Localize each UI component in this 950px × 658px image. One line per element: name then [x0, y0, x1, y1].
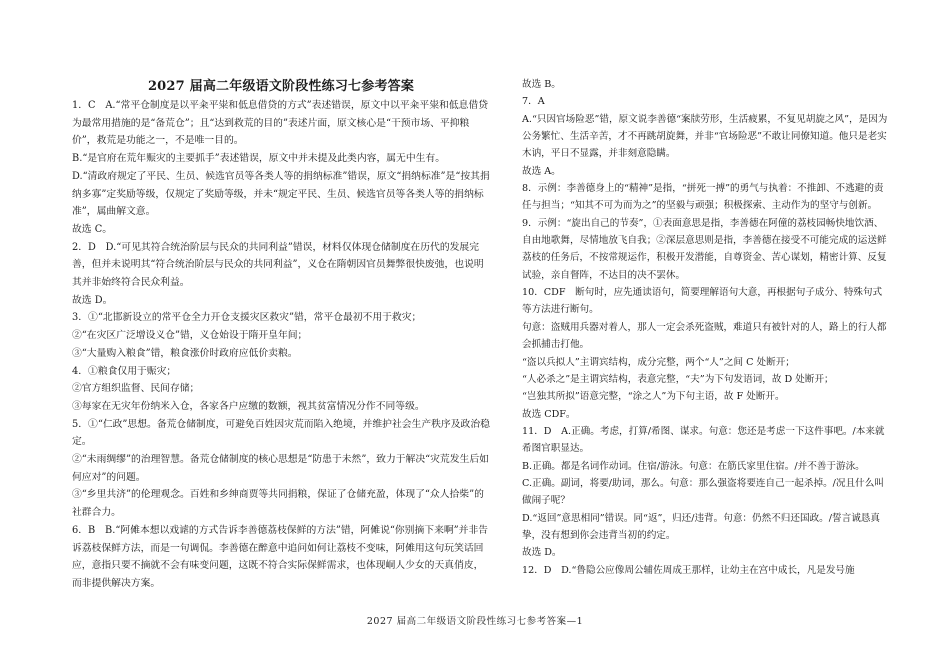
page-footer: 2027 届高二年级语文阶段性练习七参考答案—1	[366, 616, 584, 627]
answer-paragraph: 5．①“仁政”思想。备荒仓储制度，可避免百姓因灾荒而陷入绝境，并维护社会生产秩序及政治稳定。	[72, 418, 490, 448]
answer-paragraph: 故选 B。	[522, 79, 561, 90]
document-title: 2027 届高二年级语文阶段性练习七参考答案	[147, 79, 415, 94]
answer-paragraph: ②“未雨绸缪”的治理智慧。备荒仓储制度的核心思想是“防患于未然”，致力于解决“灾荒发生后如何应对”的问题。	[72, 454, 489, 483]
answer-paragraph: 故选 D。	[72, 294, 113, 306]
answer-paragraph: 7．A	[522, 96, 545, 108]
answer-paragraph: “盗以兵拟人”主谓宾结构，成分完整，两个“人”之间 C 处断开；	[522, 356, 795, 368]
answer-paragraph: 6．B B.“阿傩本想以戏谑的方式告诉李善德荔枝保鲜的方法”错，阿傩说“你别摘下来啊”并非告诉荔枝保鲜方法，而是一句调侃。李善德在醉意中追问如何让荔枝不变味，阿傩用这句玩笑话回应，意指只要不摘就不会有味变问题，这既不符合实际保鲜需求，也体现峒人少女的天真俏皮，而非提供解决方案。	[72, 524, 489, 589]
answer-paragraph: C.正确。副词，将要/助词，那么。句意：那么强盗将要连自己一起杀掉。/况且什么叫做闹子呢？	[522, 477, 884, 507]
answer-paragraph: ③“大量购入粮食”错，粮食涨价时政府应低价卖粮。	[72, 347, 298, 359]
answer-paragraph: 故选 A。	[522, 165, 561, 177]
answer-paragraph: 11．D A.正确。考虑，打算/希图、谋求。句意：您还是考虑一下这件事吧。/本来就希图官职显达。	[522, 425, 885, 455]
answer-paragraph: 1．C A.“常平仓制度是以平籴平粜和低息借贷的方式”表述错误，原文中以平籴平粜和低息借贷为最常用措施的是“备荒仓”；且“达到救荒的目的”表述片面，原文核心是“干预市场、平抑粮价”，救荒是功能之一，不是唯一目的。	[72, 100, 489, 147]
answer-paragraph: 12．D D.“鲁隐公应像周公辅佐周成王那样，让幼主在宫中成长，凡是发号施	[522, 564, 855, 576]
answer-paragraph: 8．示例：李善德身上的“精神”是指，“拼死一搏”的勇气与执着：不推卸、不逃避的责任与担当；“知其不可为而为之”的坚毅与顽强；积极探索、主动作为的坚守与创新。	[522, 183, 884, 212]
answer-paragraph: B.“是官府在荒年赈灾的主要抓手”表述错误，原文中并未提及此类内容，属无中生有。	[72, 153, 446, 165]
left-column	[72, 76, 490, 593]
answer-paragraph: ②“在灾区广泛增设义仓”错，义仓始设于隋开皇年间；	[72, 330, 308, 342]
answer-paragraph: ②官方组织监督、民间存储；	[72, 383, 200, 395]
right-column	[522, 76, 888, 579]
answer-paragraph: “人必杀之”是主谓宾结构，表意完整，“夫”为下句发语词，故 D 处断开；	[522, 373, 834, 385]
answer-paragraph: ③每家在无灾年份纳米入仓，各家各户应缴的数额，视其贫富情况分作不同等级。	[72, 400, 425, 412]
answer-paragraph: D.“返回”意思相同”错误。同“返”，归还/违背。句意：仍然不归还国政。/誓言诚恳真挚，没有想到你会违背当初的约定。	[522, 512, 880, 541]
answer-paragraph: 10．CDF 断句时，应先通读语句，简要理解语句大意，再根据句子成分、特殊句式等方法进行断句。	[522, 287, 883, 316]
answer-paragraph: 句意：盗贼用兵器对着人，那人一定会杀死盗贼，难道只有被针对的人，路上的行人都会抓捕击打他。	[522, 321, 887, 351]
answer-paragraph: ③“乡里共济”的伦理观念。百姓和乡绅商贾等共同捐粮，保证了仓储充盈，体现了“众人拾柴”的社群合力。	[72, 489, 484, 519]
answer-paragraph: 4．①粮食仅用于赈灾；	[72, 365, 177, 377]
answer-paragraph: 3．①“北邯新设立的常平仓全力开仓支援灾区救灾”错，常平仓最初不用于救灾；	[72, 312, 422, 324]
answer-paragraph: B.正确。都是名词作动词。住宿/游泳。句意：在筋氏家里住宿。/并不善于游泳。	[522, 460, 865, 472]
answer-paragraph: D.“清政府规定了平民、生员、候选官员等各类人等的捐纳标准”错误，原文“捐纳标准”是“按其捐纳多寡”定奖励等级，仅规定了奖励等级，并未“规定平民、生员、候选官员等各类人等的捐纳标准”，属曲解文意。	[72, 170, 490, 218]
answer-paragraph: 2．D D.“可见其符合统治阶层与民众的共同利益”错误，材料仅体现仓储制度在历代的发展完善，但并未说明其“符合统治阶层与民众的共同利益”，义仓在隋朝因官员舞弊很快废弛，也说明其并非始终符合民众利益。	[72, 241, 484, 289]
answer-paragraph: 故选 D。	[522, 547, 562, 559]
answer-paragraph: “岂独其所拟”语意完整，“涂之人”为下句主语，故 F 处断开。	[522, 391, 785, 403]
answer-paragraph: A.“只因官场险恶”错，原文说李善德“案牍劳形，生活疲累，不复见胡旋之风”，是因为公务繁忙、生活辛苦，才不再跳胡旋舞，并非“官场险恶”不敢让同僚知道。他只是老实木讷，平日不显露，并非刻意隐瞒。	[522, 113, 888, 160]
answer-paragraph: 故选 C。	[72, 223, 113, 235]
answer-paragraph: 9．示例：“旋出自己的节奏”，①表面意思是指，李善德在阿僮的荔枝园畅快地饮酒、自由地歌舞，尽情地放飞自我；②深层意思则是指，李善德在接受不可能完成的运送鲜荔枝的任务后，不按常规运作，积极开发潜能，自尊资金、苦心谋划，精密计算、反复试验，亲自督阵，不达目的决不罢休。	[522, 217, 887, 281]
answer-paragraph: 故选 CDF。	[522, 408, 576, 420]
